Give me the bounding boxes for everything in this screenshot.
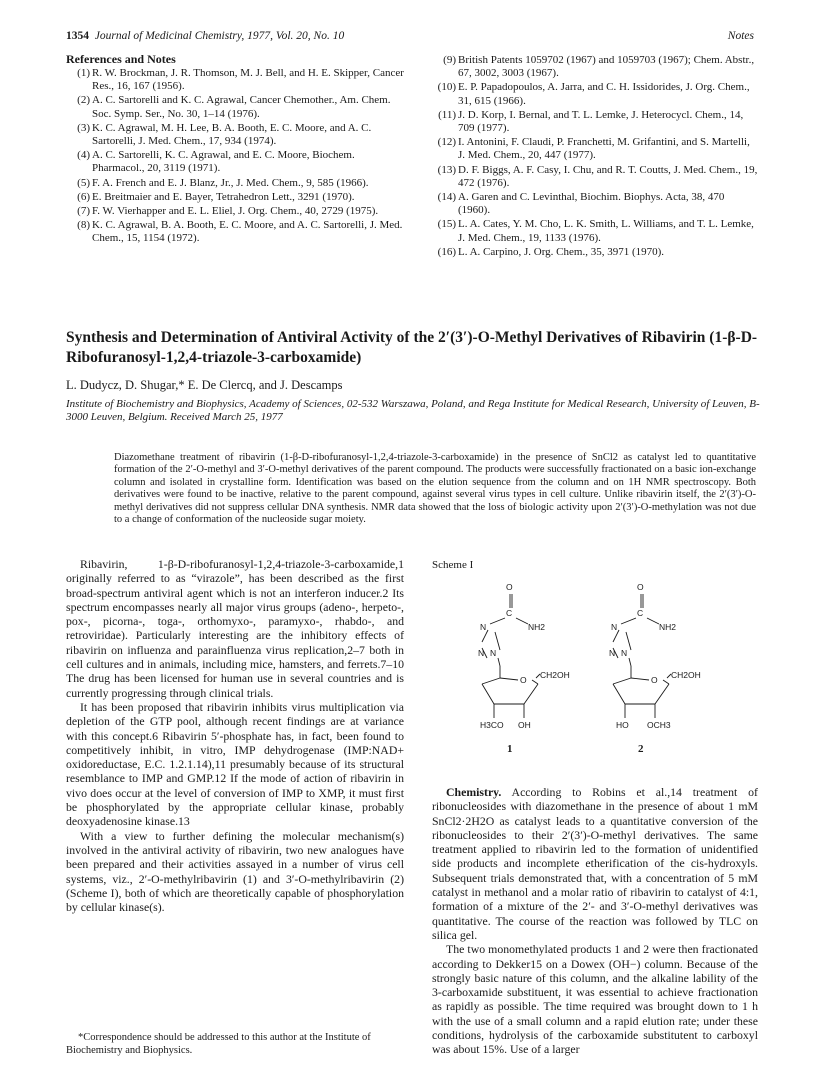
reference-item (432, 218, 758, 244)
reference-number: (14) (437, 191, 456, 204)
reference-item (66, 177, 404, 190)
reference-text: K. C. Agrawal, M. H. Lee, B. A. Booth, E. C. Moore, and A. C. Sartorelli, J. Med. Chem., 17, 934 (1974). (92, 121, 372, 148)
reference-number: (6) (77, 190, 90, 203)
reference-text: L. A. Carpino, J. Org. Chem., 35, 3971 (1970). (458, 245, 665, 258)
oh-group: OH (518, 720, 531, 730)
reference-text: A. C. Sartorelli and K. C. Agrawal, Cancer Chemother., Am. Chem. Soc. Symp. Ser., No. 30, 1–14 (1976). (92, 94, 391, 120)
references-heading: References and Notes (66, 52, 176, 66)
reference-number: (15) (437, 218, 456, 231)
reference-text: J. D. Korp, I. Bernal, and T. L. Lemke, J. Heterocycl. Chem., 14, 709 (1977). (458, 108, 744, 135)
reference-item (66, 67, 404, 93)
body-paragraph: Ribavirin, 1-β-D-ribofuranosyl-1,2,4-triazole-3-carboxamide,1 originally referred to as “virazole”, has been described as the first broad-spectrum antiviral agent which is not an interferon inducer.2 Its spectrum encompasses nearly all major virus groups (adeno-, herpeto-, pox-, picorna-, toga-, orthomyxo-, paramyxo-, rhabdo-, and retroviridae). Particularly interesting are the inhibitory effects of ribavirin on influenza and parainfluenza virus replication,2–7 both in cell cultures and in animals, including mice, hamsters, and ferrets.7–10 The drug has been licensed for human use in several countries and is currently progressing through clinical trials. (66, 557, 404, 700)
reference-text: F. A. French and E. J. Blanz, Jr., J. Med. Chem., 9, 585 (1966). (92, 176, 369, 189)
reference-item (66, 205, 404, 218)
reference-text: D. F. Biggs, A. F. Casy, I. Chu, and R. T. Coutts, J. Med. Chem., 19, 472 (1976). (458, 163, 758, 189)
reference-item (66, 94, 404, 120)
reference-number: (13) (437, 163, 456, 176)
reference-item (66, 122, 404, 148)
ch2oh-group: CH2OH (671, 670, 701, 680)
body-column-left (66, 557, 404, 914)
body-paragraph (432, 785, 758, 942)
reference-text: A. C. Sartorelli, K. C. Agrawal, and E. C. Moore, Biochem. Pharmacol., 20, 3119 (1971). (92, 149, 355, 175)
reference-text: I. Antonini, F. Claudi, P. Franchetti, M. Grifantini, and S. Martelli, J. Med. Chem., 20, 447 (1977). (458, 136, 750, 162)
chemistry-paragraph-text: According to Robins et al.,14 treatment of ribonucleosides with diazomethane in the presence of about 1 mM SnCl2·2H2O as catalyst leads to a quantitative conversion of the ribonucleosides to their 2′(3′)-O-methyl derivatives. The same treatment applied to ribavirin led to the formation of unidentified side products and incomplete etherification of the cis-hydroxyls. Subsequent trials demonstrated that, with a concentration of 5 mM catalyst in methanol and a molar ratio of ribavirin to catalyst of 4:1, formation of a mixture of the 2′- and 3′-O-methyl derivatives was quantitative. The course of the reaction was followed by TLC on silica gel. (432, 785, 758, 942)
reference-number: (16) (437, 245, 456, 258)
reference-item (66, 191, 404, 204)
page-number: 1354 (66, 30, 89, 42)
body-paragraph: The two monomethylated products 1 and 2 were then fractionated according to Dekker15 on a Dowex (OH−) column. Because of the strongly basic nature of this column, and the alkaline lability of the 3-carboxamide substituent, it was essential to achieve fractionation as rapidly as possible. The time required was brought down to 1 h with the use of a small column and a rapid elution rate; under these conditions, hydrolysis of the carboxamide substitutent to carboxyl was about 15%. Use of a larger (432, 942, 758, 1057)
reference-text: E. P. Papadopoulos, A. Jarra, and C. H. Issidorides, J. Org. Chem., 31, 615 (1966). (458, 81, 750, 107)
section-name: Notes (727, 30, 754, 42)
triazole-n: N (611, 622, 618, 632)
reference-number: (3) (77, 121, 90, 134)
h3co-group: H3CO (480, 720, 504, 730)
carboxamide-c: C (506, 608, 513, 618)
body-paragraph: With a view to further defining the molecular mechanism(s) involved in the antiviral activity of ribavirin, two new analogues have been prepared and their activities assayed in a number of virus cell systems, viz., 2′-O-methylribavirin (1) and 3′-O-methylribavirin (2) (Scheme I), both of which are theoretically capable of phosphorylation by cellular kinase(s). (66, 828, 404, 915)
amide-nh2: NH2 (528, 622, 546, 632)
triazole-n: N (621, 648, 628, 658)
carbonyl-o: O (637, 582, 644, 592)
scheme-structures (440, 566, 760, 772)
body-paragraph: It has been proposed that ribavirin inhibits virus multiplication via depletion of the GTP pool, although recent findings are at variance with this concept.6 Ribavirin 5′-phosphate has, in fact, been found to competitively inhibit, in vitro, IMP dehydrogenase (IMP:NAD+ oxidoreductase, E.C. 1.2.1.14),11 presumably because of its structural resemblance to IMP and GMP.12 If the mode of action of ribavirin in vivo does occur at the level of conversion of IMP to XMP, it must first be phosphorylated by the appropriate cellular kinase, probably deoxyadenosine kinase.13 (66, 699, 404, 829)
reference-item (432, 54, 758, 80)
journal-citation: Journal of Medicinal Chemistry, 1977, Vol. 20, No. 10 (94, 30, 345, 42)
ho-group: HO (616, 720, 629, 730)
och3-group: OCH3 (647, 720, 671, 730)
running-head (66, 30, 754, 46)
reference-item (66, 149, 404, 175)
carboxamide-c: C (637, 608, 644, 618)
chemistry-heading: Chemistry. (446, 785, 502, 799)
article-affiliation: Institute of Biochemistry and Biophysics, Academy of Sciences, 02-532 Warszawa, Poland, and Rega Institute for Medical Research, University of Leuven, B-3000 Leuven, Belgium. Received March 25, 1977 (66, 398, 760, 423)
reference-number: (7) (77, 205, 90, 218)
article-authors: L. Dudycz, D. Shugar,* E. De Clercq, and J. Descamps (66, 378, 343, 392)
running-head-left (66, 30, 344, 42)
ring-o: O (651, 675, 658, 685)
reference-text: K. C. Agrawal, B. A. Booth, E. C. Moore, and A. C. Sartorelli, J. Med. Chem., 15, 1154 (1972). (92, 219, 403, 245)
references-list-left (66, 67, 404, 247)
ring-o: O (520, 675, 527, 685)
references-list-right (432, 54, 758, 260)
reference-number: (11) (438, 108, 456, 121)
reference-item (432, 191, 758, 217)
reference-text: R. W. Brockman, J. R. Thomson, M. J. Bell, and H. E. Skipper, Cancer Res., 16, 167 (1956). (92, 67, 404, 93)
triazole-n: N (490, 648, 497, 658)
reference-item (432, 136, 758, 162)
reference-number: (8) (77, 219, 90, 232)
triazole-n: N (609, 648, 616, 658)
reference-number: (1) (77, 67, 90, 79)
reference-item (432, 246, 758, 259)
triazole-n: N (478, 648, 485, 658)
reference-text: F. W. Vierhapper and E. L. Eliel, J. Org. Chem., 40, 2729 (1975). (92, 205, 379, 218)
article-abstract: Diazomethane treatment of ribavirin (1-β-D-ribofuranosyl-1,2,4-triazole-3-carboxamide) in the presence of SnCl2 as catalyst led to quantitative formation of the 2′-O-methyl and 3′-O-methyl derivatives of the parent compound. The products were successfully fractionated on a basic ion-exchange column and isolated in crystalline form. Identification was based on the elution sequence from the column and on 1H NMR spectroscopy. Both derivatives were found to be inactive, relative to the parent compound, against several virus types in cell culture. Unlike ribavirin itself, the 2′(3′)-O-methyl derivatives did not suppress cellular DNA synthesis. NMR data showed that the loss of biologic activity upon 2′(3′)-O-methylation was not due to a change of conformation of the nucleoside sugar moiety. (114, 452, 756, 526)
amide-nh2: NH2 (659, 622, 677, 632)
reference-text: A. Garen and C. Levinthal, Biochim. Biophys. Acta, 38, 470 (1960). (458, 191, 725, 217)
reference-item (432, 109, 758, 135)
article-title: Synthesis and Determination of Antiviral Activity of the 2′(3′)-O-Methyl Derivatives of Ribavirin (1-β-D-Ribofuranosyl-1,2,4-triazole-3-carboxamide) (66, 329, 758, 366)
compound-number: 2 (638, 743, 644, 755)
reference-item (432, 81, 758, 107)
ch2oh-group: CH2OH (540, 670, 570, 680)
reference-item (432, 164, 758, 190)
reference-text: British Patents 1059702 (1967) and 1059703 (1967); Chem. Abstr., 67, 3002, 3003 (1967). (458, 54, 755, 80)
reference-number: (12) (437, 136, 456, 149)
reference-text: L. A. Cates, Y. M. Cho, L. K. Smith, L. Williams, and T. L. Lemke, J. Med. Chem., 19, 1133 (1976). (458, 218, 754, 244)
correspondence-footnote: *Correspondence should be addressed to this author at the Institute of Biochemistry and Biophysics. (66, 1032, 371, 1056)
reference-number: (9) (443, 54, 456, 66)
reference-number: (10) (437, 81, 456, 94)
reference-number: (4) (77, 149, 90, 162)
reference-number: (2) (77, 94, 90, 107)
compound-number: 1 (507, 743, 513, 755)
body-column-right (432, 785, 758, 1057)
reference-item (66, 219, 404, 245)
reference-number: (5) (77, 176, 90, 189)
scheme-label: Scheme I (432, 559, 474, 571)
reference-text: E. Breitmaier and E. Bayer, Tetrahedron Lett., 3291 (1970). (92, 190, 355, 203)
triazole-n: N (480, 622, 487, 632)
carbonyl-o: O (506, 582, 513, 592)
